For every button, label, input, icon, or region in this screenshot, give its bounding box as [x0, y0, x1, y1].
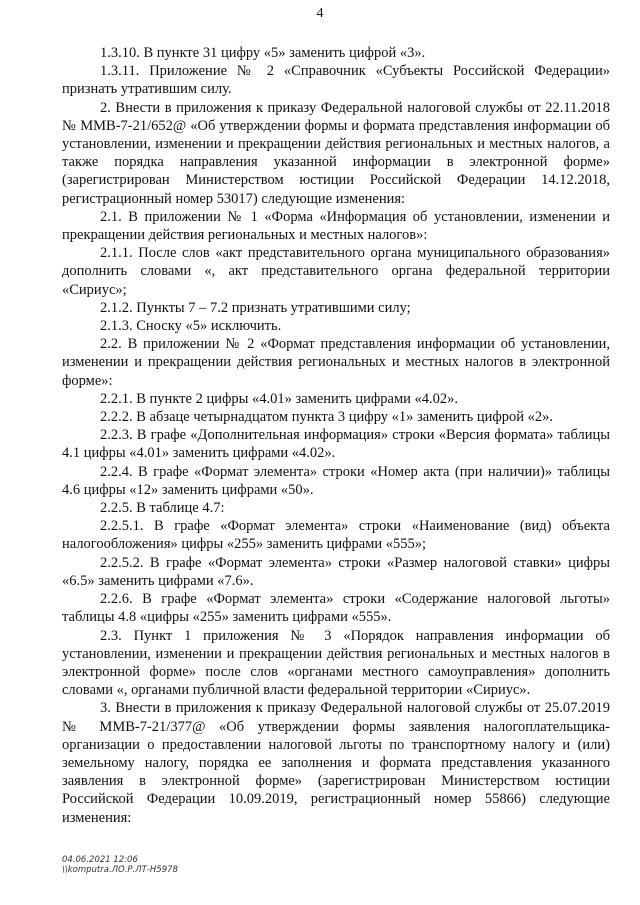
paragraph: 2.2.5.1. В графе «Формат элемента» строки «Наименование (вид) объекта налогообложения» цифры «255» заменить цифрами «555»;	[62, 518, 610, 553]
print-timestamp: 04.06.2021 12:06	[62, 855, 138, 865]
paragraph: 2.1. В приложении № 1 «Форма «Информация об установлении, изменении и прекращении действия региональных и местных налогов»:	[62, 208, 610, 244]
document-body	[62, 44, 610, 827]
file-path: \\komputra.ЛО.Р.ЛТ-Н5978	[62, 865, 178, 875]
paragraph: 2.2.4. В графе «Формат элемента» строки «Номер акта (при наличии)» таблицы 4.6 цифры «12» заменить цифрами «50».	[62, 463, 610, 498]
paragraph: 2.2.5. В таблице 4.7:	[100, 500, 225, 517]
paragraph: 2.2.5.2. В графе «Формат элемента» строки «Размер налоговой ставки» цифры «6.5» заменить цифрами «7.6».	[62, 554, 610, 589]
paragraph: 2.3. Пункт 1 приложения № 3 «Порядок направления информации об установлении, изменении и прекращении действия региональных и местных налогов в электронной форме» после слов «органами местного самоуправления» дополнить словами «, органами публичной власти федеральной территории «Сириус».	[62, 627, 610, 699]
paragraph: 2.2. В приложении № 2 «Формат представления информации об установлении, изменении и прекращении действия региональных и местных налогов в электронной форме»:	[62, 336, 610, 389]
paragraph: 2.2.1. В пункте 2 цифры «4.01» заменить цифрами «4.02».	[100, 390, 459, 407]
paragraph: 2.2.6. В графе «Формат элемента» строки «Содержание налоговой льготы» таблицы 4.8 «цифры «255» заменить цифрами «555».	[62, 591, 610, 626]
paragraph: 2. Внести в приложения к приказу Федеральной налоговой службы от 22.11.2018 № ММВ-7-21/652@ «Об утверждении формы и формата представления информации об установлении, изменении и прекращении действия региональных и местных налогов, а также порядка направления указанной информации в электронной форме» (зарегистрирован Министерством юстиции Российской Федерации 14.12.2018, регистрационный номер 53017) следующие изменения:	[62, 99, 610, 207]
paragraph: 2.2.3. В графе «Дополнительная информация» строки «Версия формата» таблицы 4.1 цифры «4.01» заменить цифрами «4.02».	[62, 427, 610, 462]
paragraph: 2.1.1. После слов «акт представительного органа муниципального образования» дополнить словами «, акт представительного органа федеральной территории «Сириус»;	[62, 245, 610, 298]
paragraph: 1.3.10. В пункте 31 цифру «5» заменить цифрой «3».	[100, 45, 426, 61]
page-number: 4	[316, 6, 324, 21]
print-footer	[62, 855, 178, 875]
paragraph: 2.2.2. В абзаце четырнадцатом пункта 3 цифру «1» заменить цифрой «2».	[100, 409, 554, 426]
paragraph: 2.1.3. Сноску «5» исключить.	[100, 318, 282, 335]
paragraph: 2.1.2. Пункты 7 – 7.2 признать утратившими силу;	[100, 299, 411, 316]
paragraph: 1.3.11. Приложение № 2 «Справочник «Субъекты Российской Федерации» признать утратившим силу.	[62, 63, 610, 98]
paragraph: 3. Внести в приложения к приказу Федеральной налоговой службы от 25.07.2019 № ММВ-7-21/377@ «Об утверждении формы заявления налогоплательщика-организации о предоставлении налоговой льготы по транспортному налогу и (или) земельному налогу, порядка ее заполнения и формата представления указанного заявления в электронной форме» (зарегистрирован Министерством юстиции Российской Федерации 10.09.2019, регистрационный номер 55866) следующие изменения:	[62, 700, 610, 826]
